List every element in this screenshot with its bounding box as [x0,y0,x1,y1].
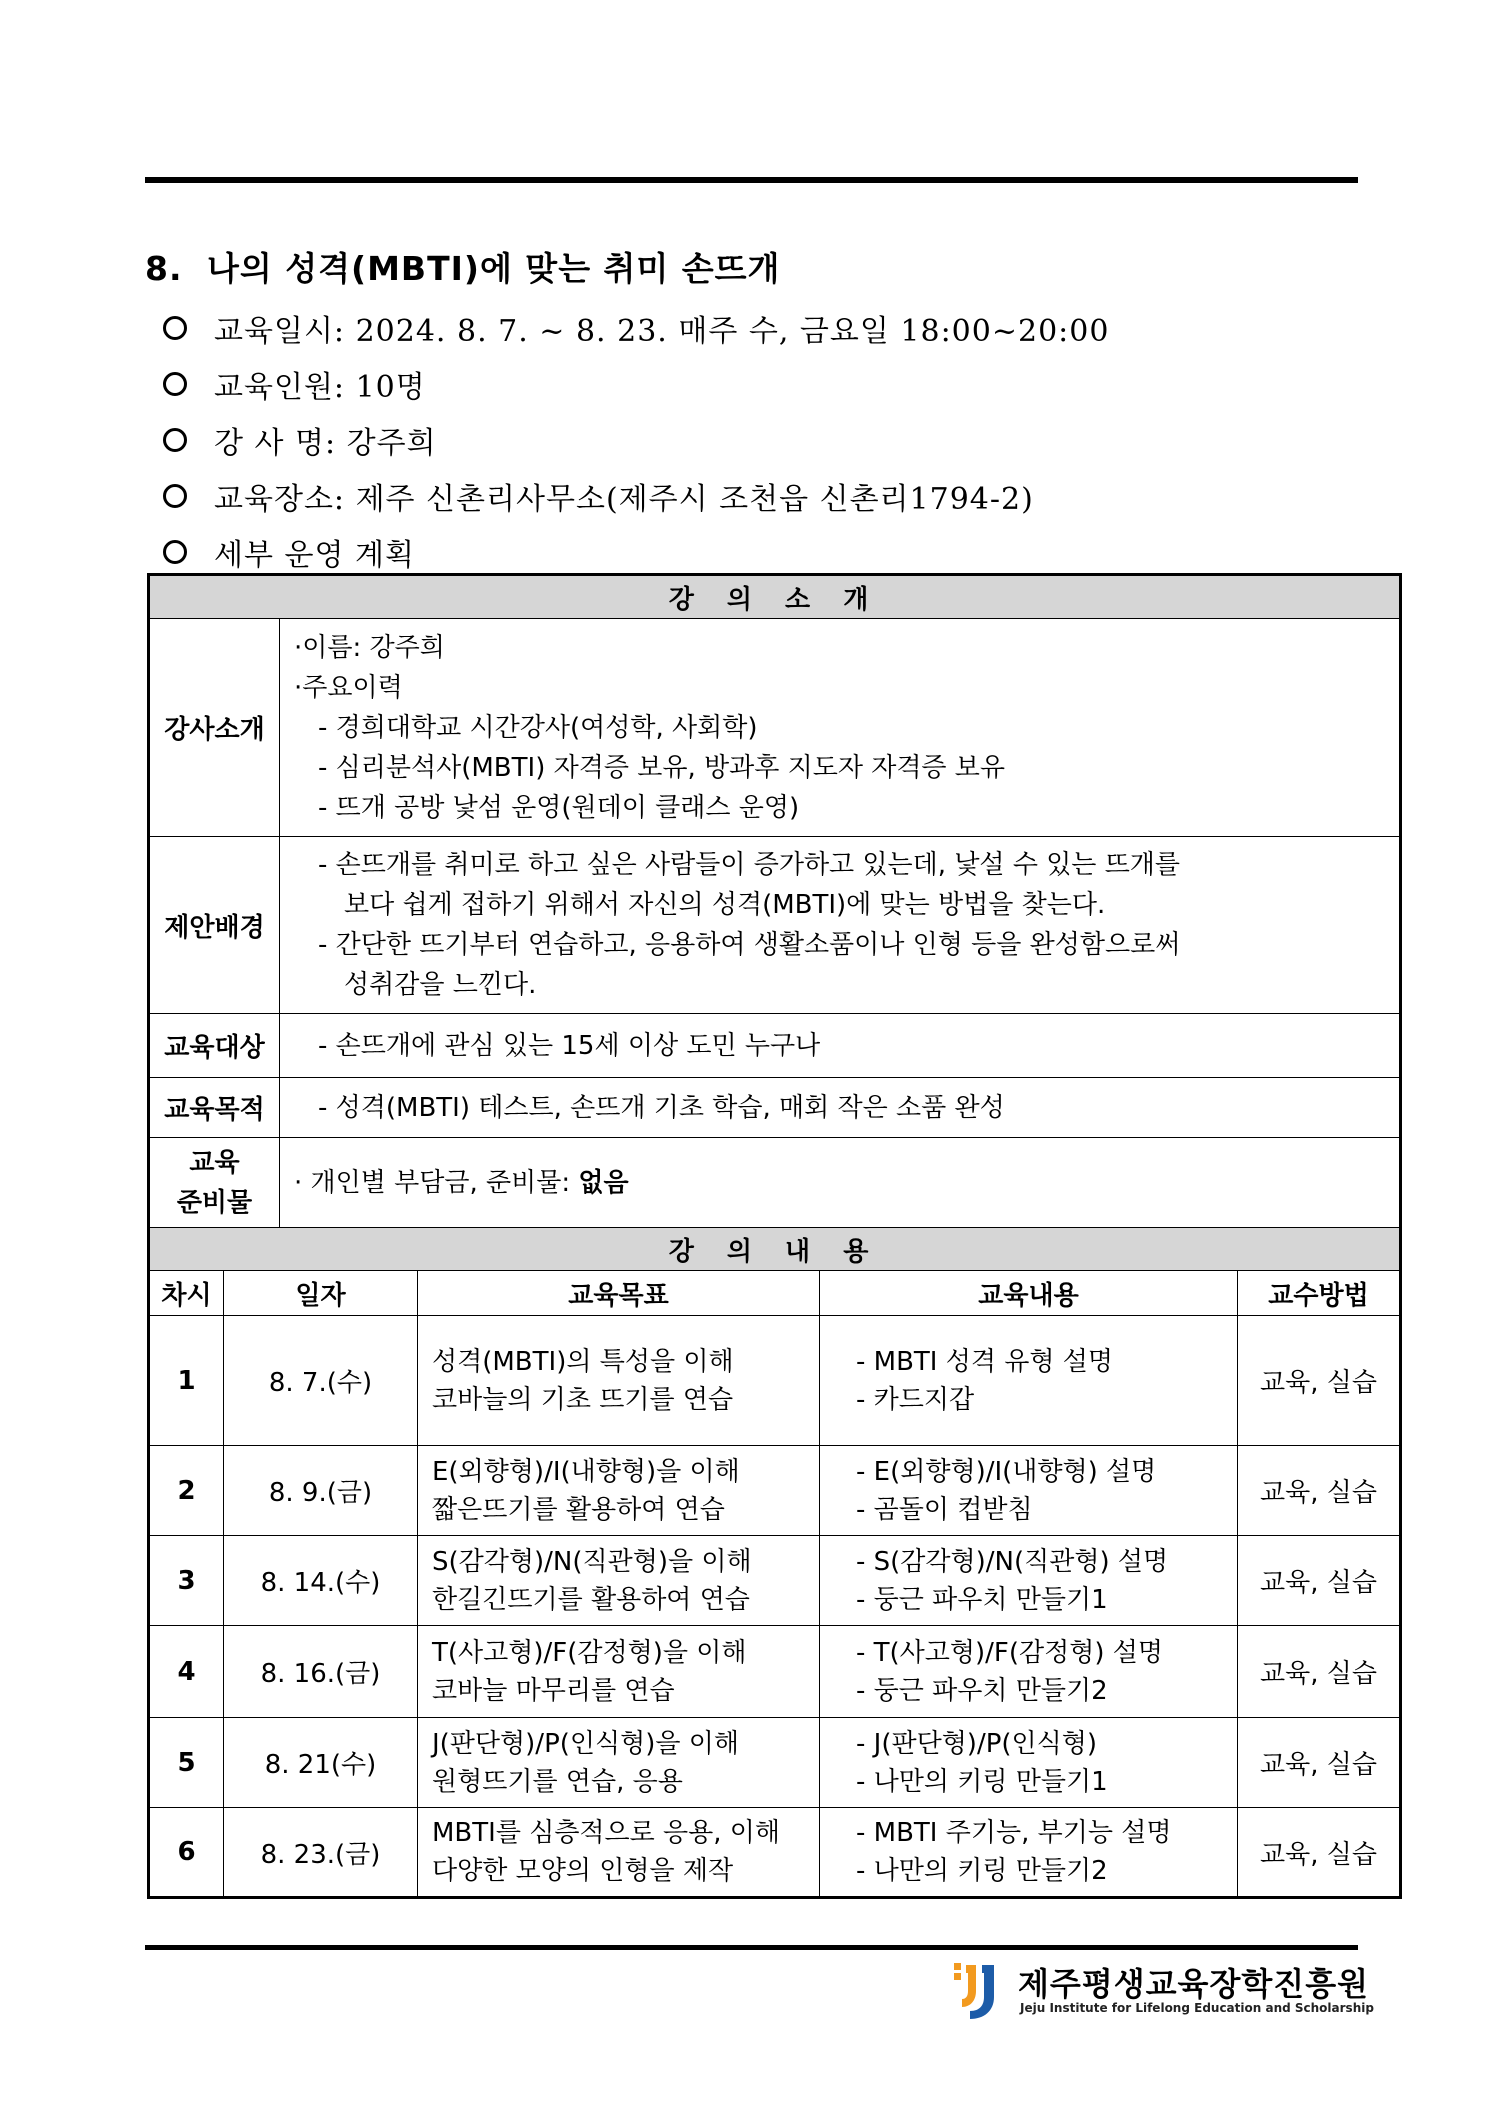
table-row [149,1626,1401,1718]
career-item: - 심리분석사(MBTI) 자격증 보유, 방과후 지도자 자격증 보유 [318,752,1006,783]
objective-cell [418,1446,820,1536]
objective-cell [418,1718,820,1808]
objective-line: 짧은뜨기를 활용하여 연습 [432,1494,725,1525]
table-row [149,1536,1401,1626]
content-line: - 나만의 키링 만들기2 [856,1856,1108,1886]
list-item [163,356,1109,412]
method-cell: 교육, 실습 [1238,1808,1401,1898]
list-item [163,300,1109,356]
location-text: 교육장소: 제주 신촌리사무소(제주시 조천읍 신촌리1794-2) [214,482,1034,517]
objective-line: 원형뜨기를 연습, 응용 [432,1766,683,1797]
org-logo [952,1955,1374,2027]
table-row [149,837,1401,1014]
session-cell: 6 [149,1808,224,1898]
objective-line: 코바늘의 기초 뜨기를 연습 [432,1384,734,1415]
goal-cell [280,1078,1401,1138]
method-cell: 교육, 실습 [1238,1536,1401,1626]
header-date: 일자 [224,1271,418,1316]
content-cell [820,1446,1238,1536]
schedule-text: 교육일시: 2024. 8. 7. ~ 8. 23. 매주 수, 금요일 18:00~20:00 [214,314,1110,349]
supplies-emphasis: 없음 [578,1167,629,1198]
method-cell: 교육, 실습 [1238,1718,1401,1808]
overview-list [163,300,1109,580]
table-row [149,1316,1401,1446]
objective-line: J(판단형)/P(인식형)을 이해 [432,1728,739,1759]
background-line: 성취감을 느낀다. [344,970,537,1000]
plan-text: 세부 운영 계획 [214,538,415,573]
date-cell: 8. 14.(수) [224,1536,418,1626]
supplies-label [149,1138,280,1228]
circle-bullet-icon [163,484,187,508]
table-row [149,575,1401,619]
section-number: 8. [145,249,183,288]
content-line: - 둥근 파우치 만들기1 [856,1584,1108,1615]
table-header-row [149,1271,1401,1316]
content-line: - S(감각형)/N(직관형) 설명 [856,1546,1169,1577]
header-session: 차시 [149,1271,224,1316]
circle-bullet-icon [163,540,187,564]
career-item: - 뜨개 공방 낯섬 운영(원데이 클래스 운영) [318,792,800,823]
intro-section-header: 강 의 소 개 [149,575,1401,619]
method-cell: 교육, 실습 [1238,1446,1401,1536]
session-cell: 1 [149,1316,224,1446]
content-line: - 곰돌이 컵받침 [856,1494,1033,1525]
header-objective: 교육목표 [418,1271,820,1316]
table-row [149,1446,1401,1536]
supplies-label-line: 준비물 [176,1187,253,1218]
circle-bullet-icon [163,428,187,452]
session-cell: 5 [149,1718,224,1808]
content-cell [820,1316,1238,1446]
date-cell: 8. 7.(수) [224,1316,418,1446]
target-cell [280,1014,1401,1078]
content-line: - J(판단형)/P(인식형) [856,1728,1098,1759]
circle-bullet-icon [163,372,187,396]
instructor-cell [280,619,1401,837]
list-item [163,412,1109,468]
career-heading: ·주요이력 [294,672,403,703]
objective-line: MBTI를 심층적으로 응용, 이해 [432,1818,781,1848]
content-cell [820,1718,1238,1808]
target-label: 교육대상 [149,1014,280,1078]
session-cell: 3 [149,1536,224,1626]
objective-cell [418,1316,820,1446]
objective-line: 다양한 모양의 인형을 제작 [432,1856,734,1886]
table-row [149,1078,1401,1138]
content-line: - E(외향형)/I(내향형) 설명 [856,1456,1157,1487]
date-cell: 8. 16.(금) [224,1626,418,1718]
org-name: 제주평생교육장학진흥원 [1018,1965,1370,2003]
supplies-text: · 개인별 부담금, 준비물: [294,1167,579,1198]
content-line: - 나만의 키링 만들기1 [856,1766,1108,1797]
session-cell: 2 [149,1446,224,1536]
goal-text: - 성격(MBTI) 테스트, 손뜨개 기초 학습, 매회 작은 소품 완성 [318,1092,1005,1123]
content-line: - MBTI 성격 유형 설명 [856,1346,1113,1377]
supplies-label-line: 교육 [189,1147,240,1178]
table-row [149,619,1401,837]
top-rule [145,177,1358,183]
objective-cell [418,1626,820,1718]
objective-cell [418,1536,820,1626]
list-item [163,468,1109,524]
career-item: - 경희대학교 시간강사(여성학, 사회학) [318,712,758,743]
org-name-en: Jeju Institute for Lifelong Education and Scholarship [1020,2001,1374,2015]
background-line: 보다 쉽게 접하기 위해서 자신의 성격(MBTI)에 맞는 방법을 찾는다. [344,890,1106,920]
header-method: 교수방법 [1238,1271,1401,1316]
content-line: - MBTI 주기능, 부기능 설명 [856,1818,1172,1848]
content-cell [820,1808,1238,1898]
objective-line: T(사고형)/F(감정형)을 이해 [432,1637,747,1668]
date-cell: 8. 9.(금) [224,1446,418,1536]
objective-line: 코바늘 마무리를 연습 [432,1675,675,1706]
objective-line: E(외향형)/I(내향형)을 이해 [432,1456,740,1487]
objective-line: 한길긴뜨기를 활용하여 연습 [432,1584,750,1615]
instructor-text: 강 사 명: 강주희 [214,426,437,461]
list-item [163,524,1109,580]
table-row [149,1228,1401,1271]
table-row [149,1138,1401,1228]
instructor-label: 강사소개 [149,619,280,837]
header-content: 교육내용 [820,1271,1238,1316]
circle-bullet-icon [163,316,187,340]
objective-cell [418,1808,820,1898]
background-cell [280,837,1401,1014]
content-line: - 카드지갑 [856,1384,975,1415]
table-row [149,1014,1401,1078]
content-cell [820,1536,1238,1626]
section-title: 나의 성격(MBTI)에 맞는 취미 손뜨개 [207,249,781,288]
background-line: - 간단한 뜨기부터 연습하고, 응용하여 생활소품이나 인형 등을 완성함으로써 [318,930,1181,960]
section-heading [145,243,780,290]
objective-line: 성격(MBTI)의 특성을 이해 [432,1346,734,1377]
operation-plan-table [147,573,1402,1899]
date-cell: 8. 23.(금) [224,1808,418,1898]
capacity-text: 교육인원: 10명 [214,370,426,405]
instructor-name: ·이름: 강주희 [294,632,445,663]
content-cell [820,1626,1238,1718]
content-line: - T(사고형)/F(감정형) 설명 [856,1637,1164,1668]
date-cell: 8. 21(수) [224,1718,418,1808]
background-line: - 손뜨개를 취미로 하고 싶은 사람들이 증가하고 있는데, 낯설 수 있는 뜨개를 [318,850,1181,880]
content-section-header: 강 의 내 용 [149,1228,1401,1271]
session-cell: 4 [149,1626,224,1718]
table-row [149,1718,1401,1808]
method-cell: 교육, 실습 [1238,1316,1401,1446]
table-row [149,1808,1401,1898]
objective-line: S(감각형)/N(직관형)을 이해 [432,1546,752,1577]
supplies-cell [280,1138,1401,1228]
target-text: - 손뜨개에 관심 있는 15세 이상 도민 누구나 [318,1030,821,1061]
goal-label: 교육목적 [149,1078,280,1138]
content-line: - 둥근 파우치 만들기2 [856,1675,1108,1706]
method-cell: 교육, 실습 [1238,1626,1401,1718]
bottom-rule [145,1945,1358,1950]
org-logo-icon [952,1961,1004,2021]
background-label: 제안배경 [149,837,280,1014]
